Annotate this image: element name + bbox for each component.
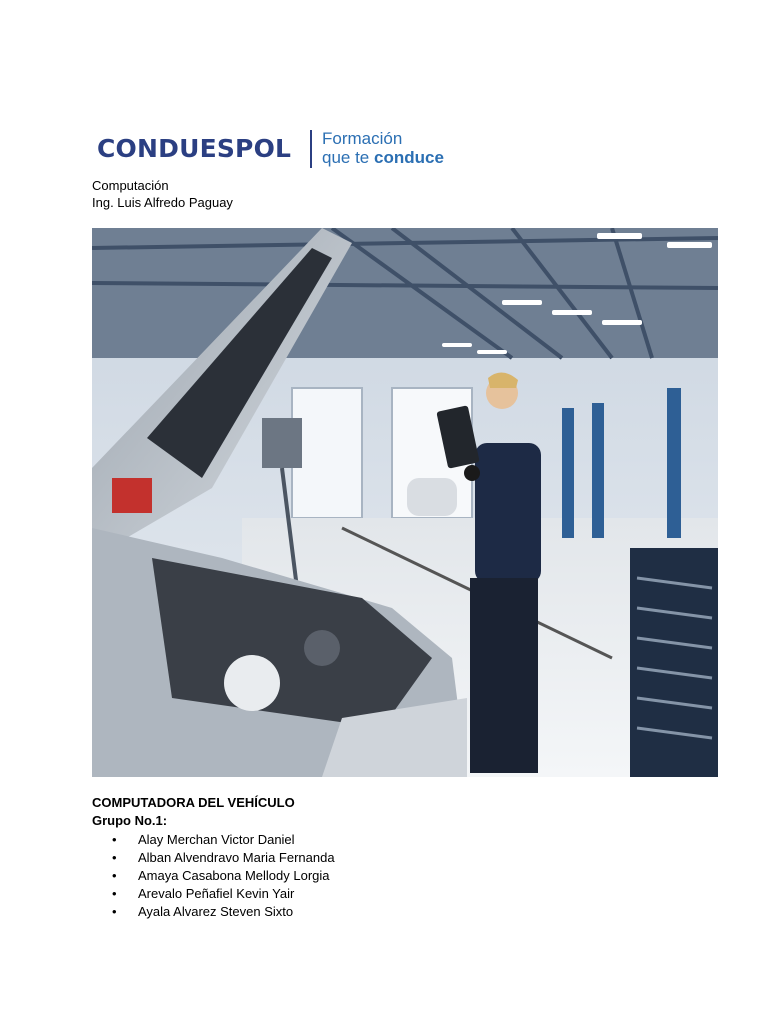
- logo-tagline-part-b: conduce: [374, 148, 444, 167]
- logo-brand-text: CONDUESPOL: [97, 134, 292, 163]
- bullet-icon: •: [112, 904, 117, 919]
- logo-divider: [310, 130, 312, 168]
- bullet-icon: •: [112, 886, 117, 901]
- member-name: Amaya Casabona Mellody Lorgia: [138, 868, 330, 883]
- bullet-icon: •: [112, 832, 117, 847]
- member-name: Ayala Alvarez Steven Sixto: [138, 904, 294, 919]
- list-item: [112, 885, 335, 903]
- document-title: COMPUTADORA DEL VEHÍCULO: [92, 795, 295, 810]
- member-list: [112, 831, 335, 921]
- course-teacher: Ing. Luis Alfredo Paguay: [92, 195, 233, 210]
- list-item: [112, 831, 335, 849]
- list-item: [112, 867, 335, 885]
- list-item: [112, 849, 335, 867]
- workshop-photo: [92, 228, 718, 777]
- course-info: [92, 177, 233, 211]
- bullet-icon: •: [112, 850, 117, 865]
- conduespol-logo: [97, 128, 457, 172]
- bullet-icon: •: [112, 868, 117, 883]
- logo-tagline-line2: [322, 148, 444, 168]
- member-name: Alay Merchan Victor Daniel: [138, 832, 295, 847]
- group-label: Grupo No.1:: [92, 813, 168, 828]
- member-name: Arevalo Peñafiel Kevin Yair: [138, 886, 295, 901]
- workshop-illustration: [92, 228, 718, 777]
- logo-tagline-line1: Formación: [322, 129, 403, 148]
- member-name: Alban Alvendravo Maria Fernanda: [138, 850, 335, 865]
- logo-tagline-part-a: que te: [322, 148, 374, 167]
- course-subject: Computación: [92, 178, 169, 193]
- list-item: [112, 903, 335, 921]
